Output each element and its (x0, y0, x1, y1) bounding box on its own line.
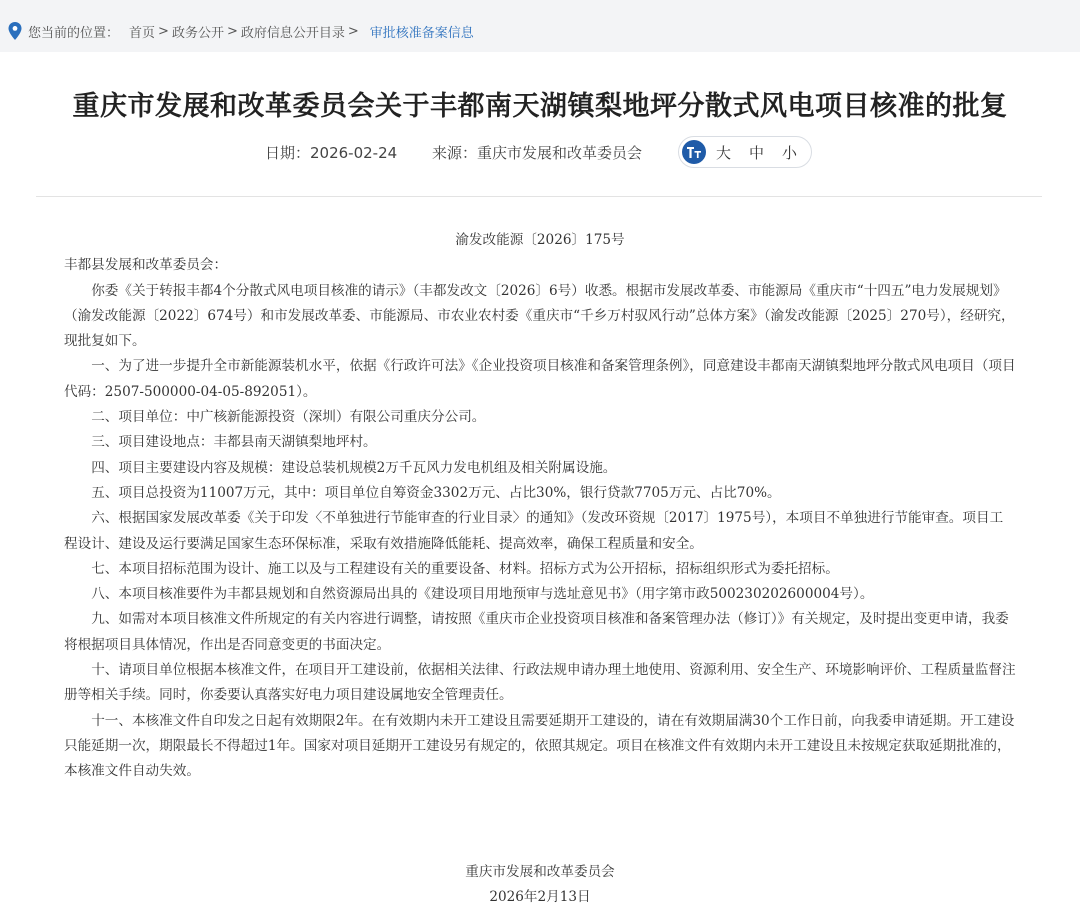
breadcrumb-lead: 您当前的位置： (28, 25, 120, 41)
body-paragraph: 十、请项目单位根据本核准文件，在项目开工建设前，依据相关法律、行政法规申请办理土地使用、资源利用、安全生产、环境影响评价、工程质量监督注册等相关手续。同时，你委要认真落实好电力项目建设属地安全管理责任。 (64, 662, 1016, 704)
font-size-medium-button[interactable]: 中 (749, 143, 765, 162)
body-paragraph: 七、本项目招标范围为设计、施工以及与工程建设有关的重要设备、材料。招标方式为公开招标，招标组织形式为委托招标。 (91, 560, 839, 577)
body-paragraph: 一、为了进一步提升全市新能源装机水平，依据《行政许可法》《企业投资项目核准和备案管理条例》，同意建设丰都南天湖镇梨地坪分散式风电项目（项目代码：2507-500000-04-05-892051）。 (64, 358, 1016, 400)
signature-date: 2026年2月13日 (489, 889, 591, 905)
article-date: 日期：2026-02-24 (265, 144, 398, 162)
breadcrumb-separator: > (347, 23, 359, 39)
breadcrumb-separator: > (158, 23, 169, 39)
font-size-icon (682, 140, 706, 164)
document-number: 渝发改能源〔2026〕175号 (455, 232, 625, 248)
body-paragraph: 二、项目单位：中广核新能源投资（深圳）有限公司重庆分公司。 (91, 409, 486, 426)
breadcrumb-separator: > (226, 23, 238, 39)
body-paragraph: 十一、本核准文件自印发之日起有效期限2年。在有效期内未开工建设且需要延期开工建设的，请在有效期届满30个工作日前，向我委申请延期。开工建设只能延期一次，期限最长不得超过1年。国家对项目延期开工建设另有规定的，依照其规定。项目在核准文件有效期内未开工建设且未按规定获取延期批准的，本核准文件自动失效。 (64, 712, 1015, 780)
font-size-small-button[interactable]: 小 (782, 143, 798, 162)
body-paragraph: 九、如需对本项目核准文件所规定的有关内容进行调整，请按照《重庆市企业投资项目核准和备案管理办法（修订）》有关规定，及时提出变更申请，我委将根据项目具体情况，作出是否同意变更的书面决定。 (64, 611, 1009, 653)
body-paragraph: 六、根据国家发展改革委《关于印发〈不单独进行节能审查的行业目录〉的通知》（发改环资规〔2017〕1975号），本项目不单独进行节能审查。项目工程设计、建设及运行要满足国家生态环保标准，采取有效措施降低能耗、提高效率，确保工程质量和安全。 (64, 510, 1004, 552)
breadcrumb-home-link[interactable]: 首页 (129, 25, 156, 41)
font-size-large-button[interactable]: 大 (716, 143, 732, 162)
body-paragraph: 三、项目建设地点：丰都县南天湖镇梨地坪村。 (91, 434, 377, 451)
body-paragraph: 五、项目总投资为11007万元，其中：项目单位自筹资金3302万元、占比30%，银行贷款7705万元、占比70%。 (91, 484, 781, 501)
signature-org: 重庆市发展和改革委员会 (465, 864, 615, 880)
breadcrumb-catalog-link[interactable]: 政府信息公开目录 (240, 25, 345, 41)
body-paragraph: 你委《关于转报丰都4个分散式风电项目核准的请示》（丰都发改文〔2026〕6号）收悉。根据市发展改革委、市能源局《重庆市“十四五”电力发展规划》（渝发改能源〔2022〕674号）和市发展改革委、市能源局、市农业农村委《重庆市“千乡万村驭风行动”总体方案》（渝发改能源〔2025〕270号），经研究，现批复如下。 (64, 282, 1015, 350)
location-pin-icon (8, 22, 22, 40)
title-divider (36, 196, 1042, 197)
breadcrumb-current-link[interactable]: 审批核准备案信息 (369, 25, 474, 41)
article-meta (0, 136, 1080, 168)
body-paragraph: 八、本项目核准要件为丰都县规划和自然资源局出具的《建设项目用地预审与选址意见书》（用字第市政500230202600004号）。 (91, 586, 874, 603)
font-size-switcher (678, 136, 812, 168)
addressee: 丰都县发展和改革委员会： (64, 257, 228, 274)
breadcrumb-gov-affairs-link[interactable]: 政务公开 (171, 25, 224, 41)
article-title: 重庆市发展和改革委员会关于丰都南天湖镇梨地坪分散式风电项目核准的批复 (72, 91, 1008, 122)
article-body (64, 228, 1016, 785)
article-source: 来源：重庆市发展和改革委员会 (432, 144, 643, 162)
breadcrumb (8, 18, 474, 44)
body-paragraph: 四、项目主要建设内容及规模：建设总装机规模2万千瓦风力发电机组及相关附属设施。 (91, 459, 617, 476)
